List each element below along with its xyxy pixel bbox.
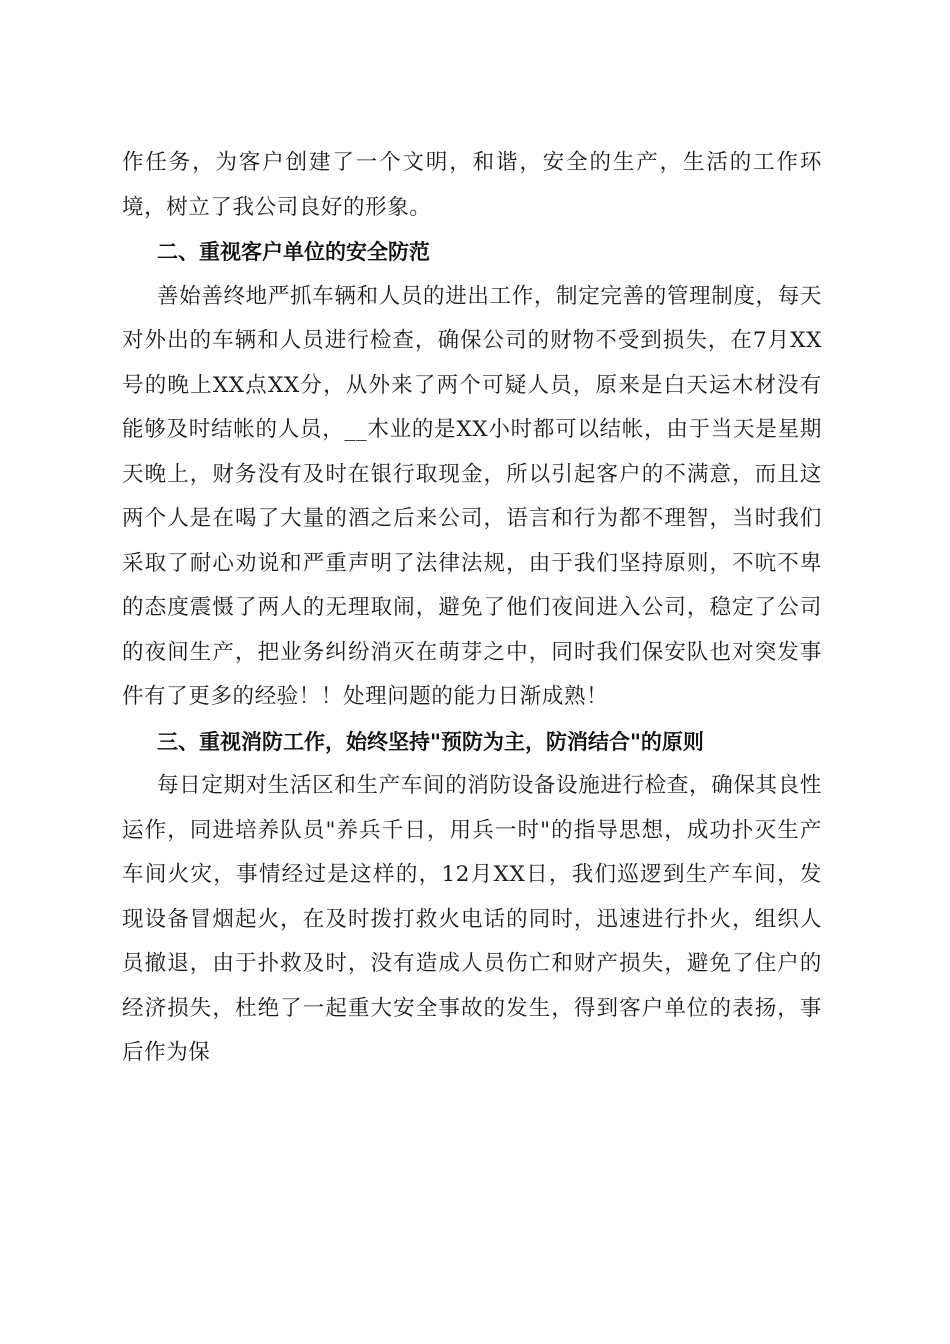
document-body	[122, 141, 822, 1076]
paragraph-security: 善始善终地严抓车辆和人员的进出工作，制定完善的管理制度，每天对外出的车辆和人员进行检查，确保公司的财物不受到损失，在7月XX号的晚上XX点XX分，从外来了两个可疑人员，原来是白天运木材没有能够及时结帐的人员，__木业的是XX小时都可以结帐，由于当天是星期天晚上，财务没有及时在银行取现金，所以引起客户的不满意，而且这两个人是在喝了大量的酒之后来公司，语言和行为都不理智，当时我们采取了耐心劝说和严重声明了法律法规，由于我们坚持原则，不吭不卑的态度震慑了两人的无理取闹，避免了他们夜间进入公司，稳定了公司的夜间生产，把业务纠纷消灭在萌芽之中，同时我们保安队也对突发事件有了更多的经验！！处理问题的能力日渐成熟！	[122, 283, 822, 709]
section-heading-3: 三、重视消防工作，始终坚持"预防为主，防消结合"的原则	[157, 729, 704, 754]
section-heading-2: 二、重视客户单位的安全防范	[157, 240, 430, 264]
paragraph-intro: 作任务，为客户创建了一个文明，和谐，安全的生产，生活的工作环境，树立了我公司良好的形象。	[122, 150, 822, 220]
paragraph-fire: 每日定期对生活区和生产车间的消防设备设施进行检查，确保其良性运作，同进培养队员"养兵千日，用兵一时"的指导思想，成功扑灭生产车间火灾，事情经过是这样的，12月XX日，我们巡逻到生产车间，发现设备冒烟起火，在及时拨打救火电话的同时，迅速进行扑火，组织人员撤退，由于扑救及时，没有造成人员伤亡和财产损失，避免了住户的经济损失，杜绝了一起重大安全事故的发生，得到客户单位的表扬，事后作为保	[122, 773, 822, 1065]
